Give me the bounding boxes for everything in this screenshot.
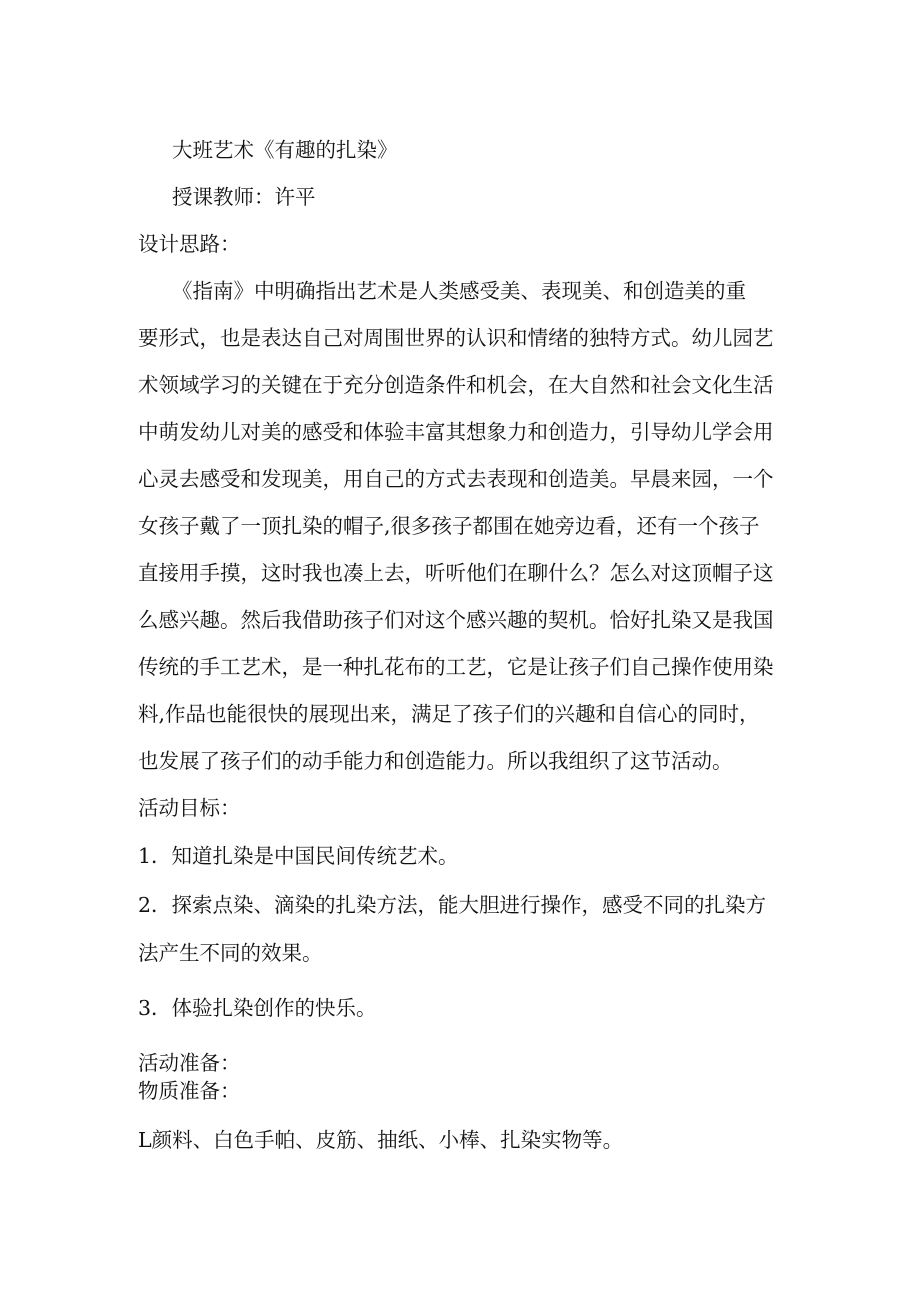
design-paragraph-line: 直接用手摸，这时我也凑上去，听听他们在聊什么？怎么对这顶帽子这	[138, 561, 774, 585]
design-paragraph-line: 也发展了孩子们的动手能力和创造能力。所以我组织了这节活动。	[138, 749, 733, 773]
material-heading: 物质准备：	[138, 1079, 241, 1103]
goal-item-1: 1．知道扎染是中国民间传统艺术。	[138, 844, 459, 868]
material-item-1: L颜料、白色手帕、皮筋、抽纸、小棒、扎染实物等。	[138, 1128, 624, 1152]
goals-heading: 活动目标：	[138, 796, 241, 820]
design-paragraph-line: 传统的手工艺术，是一种扎花布的工艺，它是让孩子们自己操作使用染	[138, 655, 774, 679]
design-paragraph-line: 要形式，也是表达自己对周围世界的认识和情绪的独特方式。幼儿园艺	[138, 326, 774, 350]
document-title: 大班艺术《有趣的扎染》	[172, 138, 398, 162]
design-paragraph-line: 么感兴趣。然后我借助孩子们对这个感兴趣的契机。恰好扎染又是我国	[138, 608, 774, 632]
design-paragraph-line: 中萌发幼儿对美的感受和体验丰富其想象力和创造力，引导幼儿学会用	[138, 420, 774, 444]
design-heading: 设计思路：	[138, 232, 241, 256]
teacher-line: 授课教师：许平	[172, 185, 316, 209]
design-paragraph-line: 《指南》中明确指出艺术是人类感受美、表现美、和创造美的重	[172, 279, 746, 303]
goal-item-3: 3．体验扎染创作的快乐。	[138, 996, 377, 1020]
goal-item-2: 2．探索点染、滴染的扎染方法，能大胆进行操作，感受不同的扎染方	[138, 893, 767, 917]
prep-heading: 活动准备：	[138, 1051, 241, 1075]
design-paragraph-line: 料,作品也能很快的展现出来，满足了孩子们的兴趣和自信心的同时，	[138, 702, 760, 726]
goal-item-2-continued: 法产生不同的效果。	[138, 941, 323, 965]
design-paragraph-line: 术领域学习的关键在于充分创造条件和机会，在大自然和社会文化生活	[138, 373, 774, 397]
design-paragraph-line: 心灵去感受和发现美，用自己的方式去表现和创造美。早晨来园，一个	[138, 467, 774, 491]
design-paragraph-line: 女孩子戴了一顶扎染的帽子,很多孩子都围在她旁边看，还有一个孩子	[138, 514, 760, 538]
